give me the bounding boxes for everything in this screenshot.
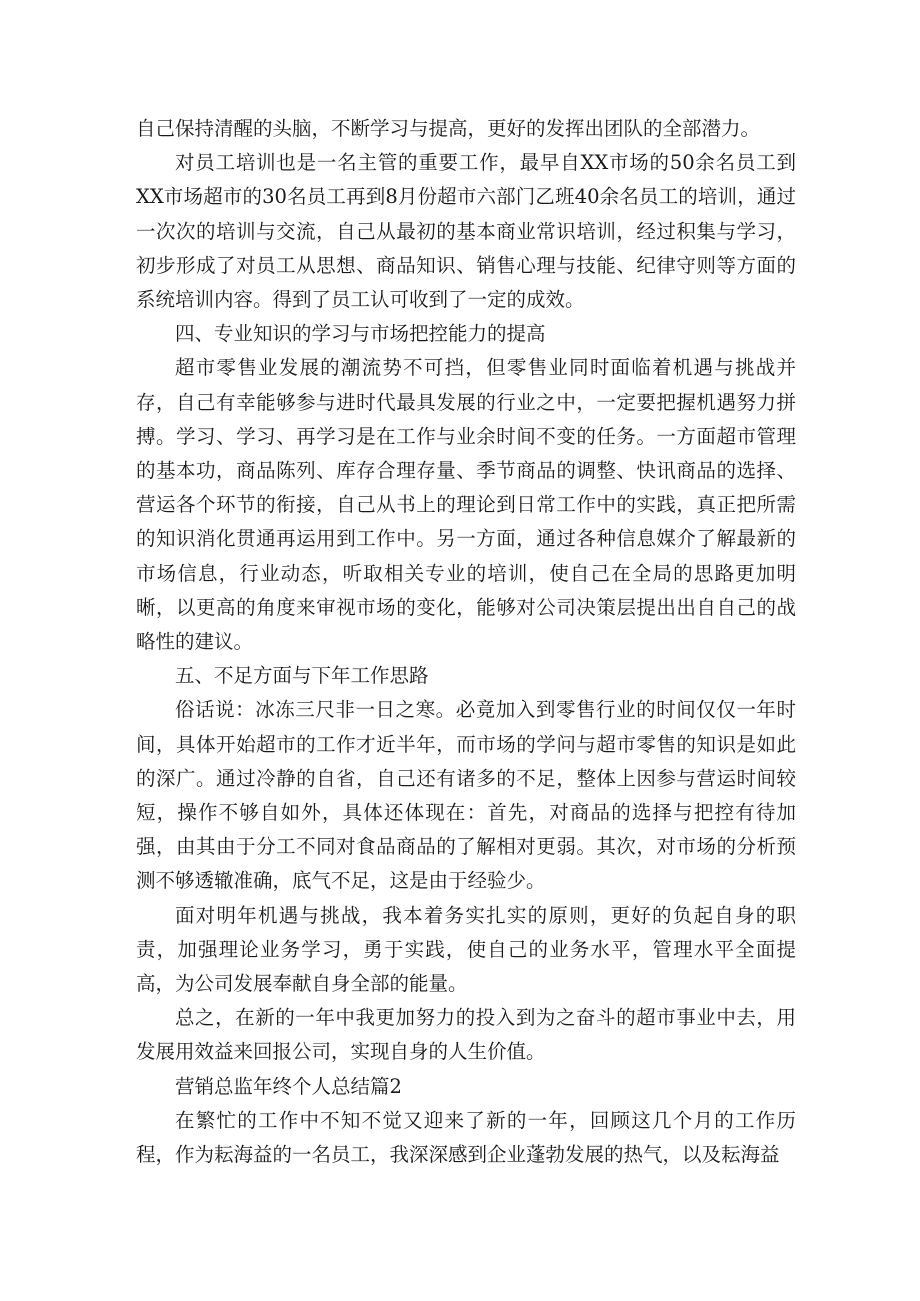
section-heading-4: 四、专业知识的学习与市场把控能力的提高 (175, 322, 546, 346)
paragraph-professional-knowledge: 超市零售业发展的潮流势不可挡，但零售业同时面临着机遇与挑战并存，自己有幸能够参与进时代最具发展的行业之中，一定要把握机遇努力拼搏。学习、学习、再学习是在工作与业余时间不变的任务。一方面超市管理的基本功，商品陈列、库存合理存量、季节商品的调整、快讯商品的选择、营运各个环节的衔接，自己从书上的理论到日常工作中的实践，真正把所需的知识消化贯通再运用到工作中。另一方面，通过各种信息媒介了解最新的市场信息，行业动态，听取相关专业的培训，使自己在全局的思路更加明晰，以更高的角度来审视市场的变化，能够对公司决策层提出出自自己的战略性的建议。 (136, 356, 796, 654)
paragraph-conclusion: 总之，在新的一年中我更加努力的投入到为之奋斗的超市事业中去，用发展用效益来回报公司，实现自身的人生价值。 (136, 1006, 796, 1064)
article-title-part-2: 营销总监年终个人总结篇2 (175, 1074, 402, 1098)
paragraph-staff-training: 对员工培训也是一名主管的重要工作，最早自XX市场的50余名员工到XX市场超市的30名员工再到8月份超市六部门乙班40余名员工的培训，通过一次次的培训与交流，自己从最初的基本商业常识培训，经过积集与学习，初步形成了对员工从思想、商品知识、销售心理与技能、纪律守则等方面的系统培训内容。得到了员工认可收到了一定的成效。 (136, 151, 796, 312)
paragraph-shortcomings: 俗话说：冰冻三尺非一日之寒。必竟加入到零售行业的时间仅仅一年时间，具体开始超市的工作才近半年，而市场的学问与超市零售的知识是如此的深广。通过冷静的自省，自己还有诸多的不足，整体上因参与营运时间较短，操作不够自如外，具体还体现在：首先，对商品的选择与把控有待加强，由其由于分工不同对食品商品的了解相对更弱。其次，对市场的分析预测不够透辙准确，底气不足，这是由于经验少。 (136, 698, 796, 893)
paragraph-continuation: 自己保持清醒的头脑，不断学习与提高，更好的发挥出团队的全部潜力。 (136, 117, 761, 140)
paragraph-part-2-intro: 在繁忙的工作中不知不觉又迎来了新的一年，回顾这几个月的工作历程，作为耘海益的一名员工，我深深感到企业蓬勃发展的热气，以及耘海益 (136, 1108, 796, 1167)
paragraph-next-year: 面对明年机遇与挑战，我本着务实扎实的原则，更好的负起自身的职责，加强理论业务学习，勇于实践，使自己的业务水平，管理水平全面提高，为公司发展奉献自身全部的能量。 (136, 903, 796, 996)
section-heading-5: 五、不足方面与下年工作思路 (175, 664, 429, 688)
document-body (136, 112, 796, 1172)
